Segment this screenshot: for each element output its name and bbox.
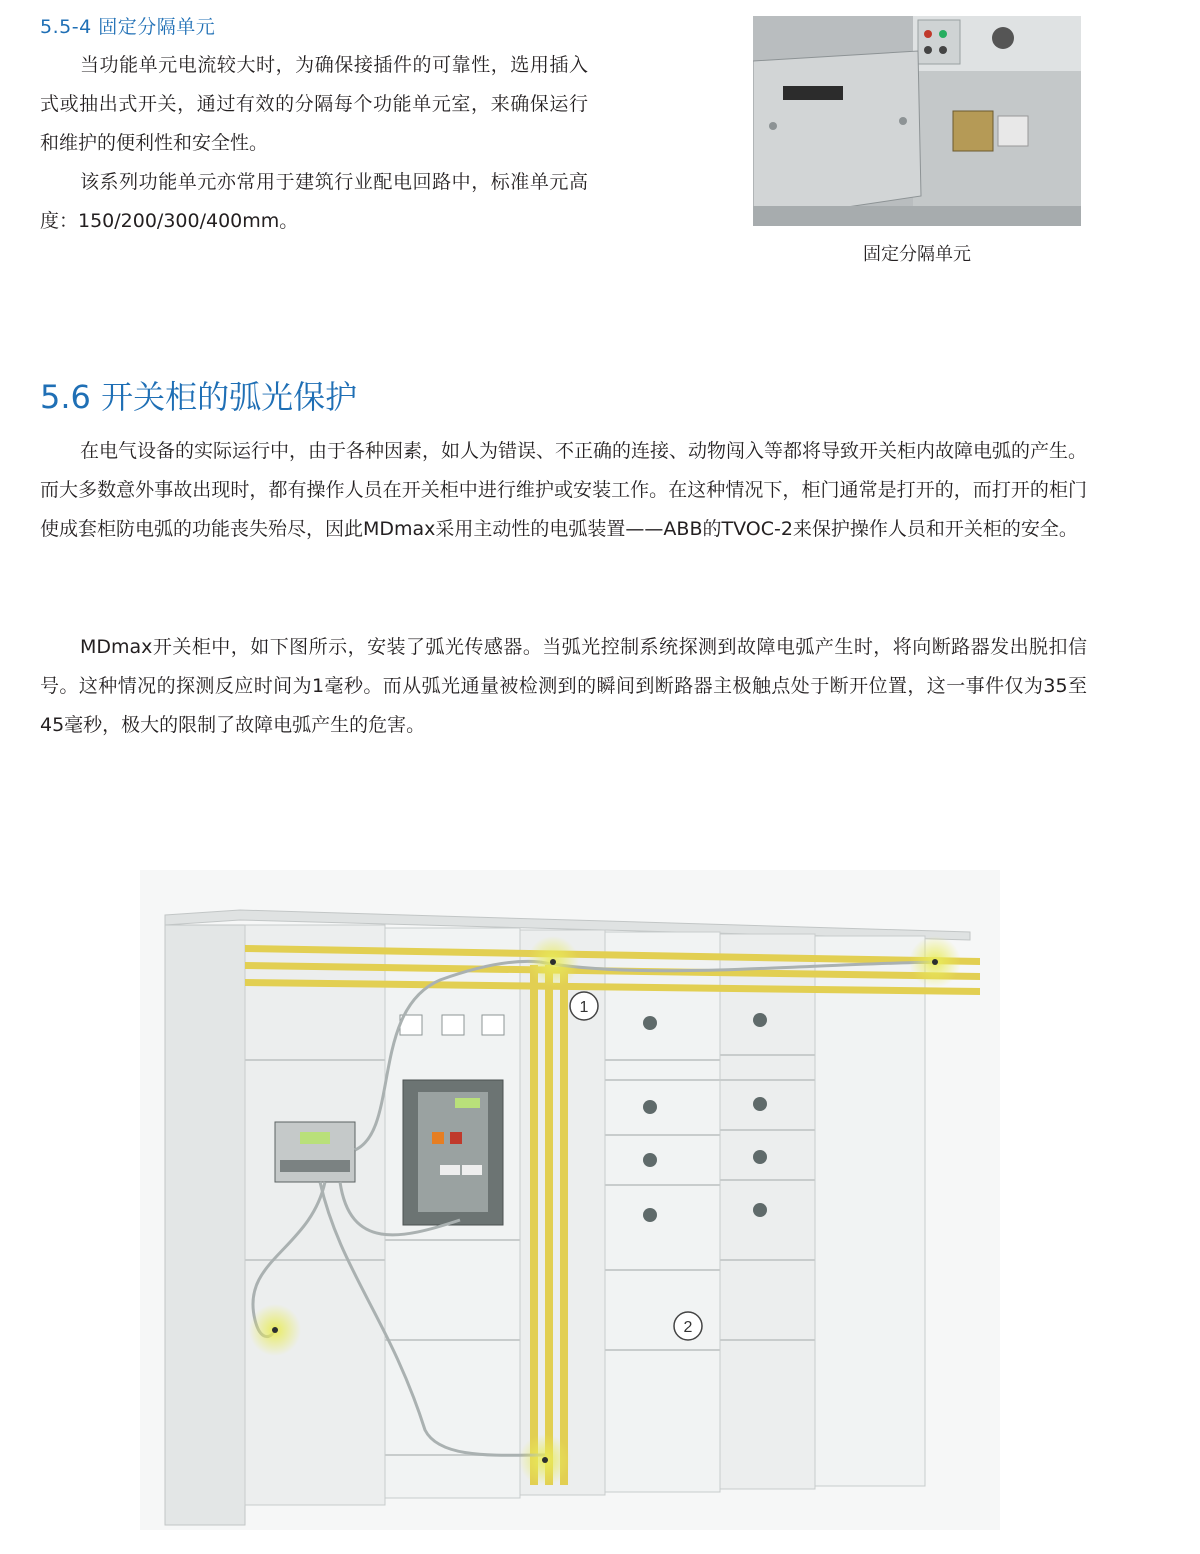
paragraph-fixed-unit-1: 当功能单元电流较大时，为确保接插件的可靠性，选用插入式或抽出式开关，通过有效的分隔每个功能单元室，来确保运行和维护的便利性和安全性。: [40, 54, 588, 154]
paragraph-fixed-unit-2: 该系列功能单元亦常用于建筑行业配电回路中，标准单元高度：150/200/300/400mm。: [40, 171, 588, 232]
paragraph-arc-protection-1: 在电气设备的实际运行中，由于各种因素，如人为错误、不正确的连接、动物闯入等都将导致开关柜内故障电弧的产生。而大多数意外事故出现时，都有操作人员在开关柜中进行维护或安装工作。在这种情况下，柜门通常是打开的，而打开的柜门使成套柜防电弧的功能丧失殆尽，因此MDmax采用主动性的电弧装置——ABB的TVOC-2来保护操作人员和开关柜的安全。: [40, 440, 1088, 540]
callout-1-label: 1: [579, 999, 589, 1016]
fixed-partition-unit-photo: [753, 16, 1081, 226]
switchgear-arc-sensor-diagram: [140, 870, 1000, 1530]
callout-2-label: 2: [683, 1319, 693, 1336]
photo-caption: 固定分隔单元: [863, 244, 971, 265]
subsection-heading: 5.5-4 固定分隔单元: [40, 16, 216, 38]
paragraph-arc-protection-2: MDmax开关柜中，如下图所示，安装了弧光传感器。当弧光控制系统探测到故障电弧产生时，将向断路器发出脱扣信号。这种情况的探测反应时间为1毫秒。而从弧光通量被检测到的瞬间到断路器主极触点处于断开位置，这一事件仅为35至45毫秒，极大的限制了故障电弧产生的危害。: [40, 636, 1087, 736]
section-title: 5.6 开关柜的弧光保护: [40, 378, 358, 416]
